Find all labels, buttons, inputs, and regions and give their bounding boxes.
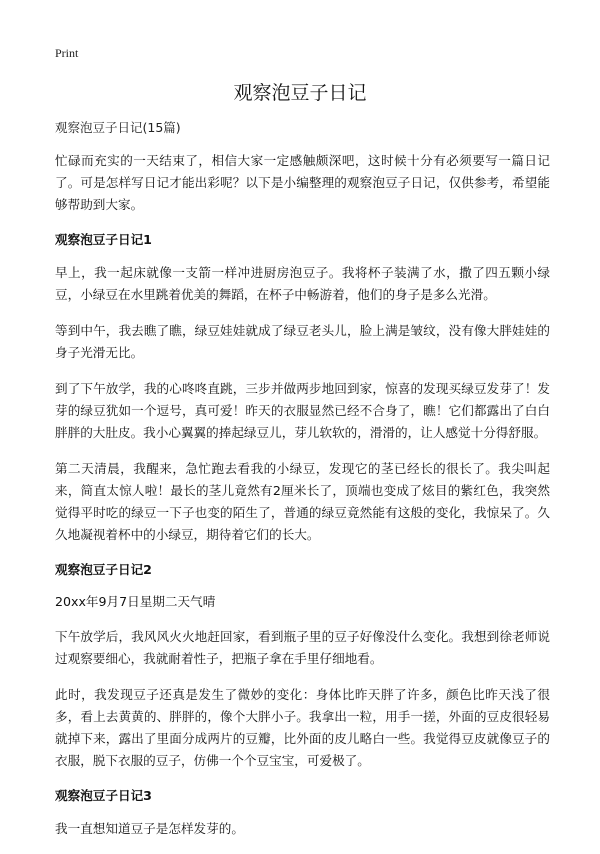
intro-paragraph: 忙碌而充实的一天结束了，相信大家一定感触颇深吧，这时候十分有必须要写一篇日记了。可是怎样写日记才能出彩呢？以下是小编整理的观察泡豆子日记，仅供参考，希望能够帮助到大家。 [55, 153, 550, 212]
page-title: 观察泡豆子日记 [233, 82, 367, 104]
paragraph: 到了下午放学，我的心咚咚直跳，三步并做两步地回到家，惊喜的发现买绿豆发芽了！发芽的绿豆犹如一个逗号，真可爱！昨天的衣服显然已经不合身了，瞧！它们都露出了白白胖胖的大肚皮。我小心翼翼的捧起绿豆儿，芽儿软软的，滑滑的，让人感觉十分得舒服。 [55, 381, 550, 440]
paragraph: 第二天清晨，我醒来，急忙跑去看我的小绿豆，发现它的茎已经长的很长了。我尖叫起来，简直太惊人啦！最长的茎儿竟然有2厘米长了，顶端也变成了炫目的紫红色，我突然觉得平时吃的绿豆一下子也变的陌生了，普通的绿豆竟然能有这般的变化，我惊呆了。久久地凝视着杯中的小绿豆，期待着它们的长大。 [55, 461, 550, 542]
paragraph: 我一直想知道豆子是怎样发芽的。 [55, 821, 244, 836]
paragraph: 此时，我发现豆子还真是发生了微妙的变化：身体比昨天胖了许多，颜色比昨天浅了很多，看上去黄黄的、胖胖的，像个大胖小子。我拿出一粒，用手一搓，外面的豆皮很轻易就掉下来，露出了里面分成两片的豆瓣，比外面的皮儿略白一些。我觉得豆皮就像豆子的衣服，脱下衣服的豆子，仿佛一个个豆宝宝，可爱极了。 [55, 687, 550, 768]
section-heading-2: 观察泡豆子日记2 [55, 562, 152, 577]
paragraph: 等到中午，我去瞧了瞧，绿豆娃娃就成了绿豆老头儿，脸上满是皱纹，没有像大胖娃娃的身子光滑无比。 [55, 323, 550, 360]
article-subtitle: 观察泡豆子日记(15篇) [55, 120, 181, 135]
paragraph: 早上，我一起床就像一支箭一样冲进厨房泡豆子。我将杯子装满了水，撒了四五颗小绿豆，小绿豆在水里跳着优美的舞蹈，在杯子中畅游着，他们的身子是多么光滑。 [55, 265, 550, 302]
paragraph: 下午放学后，我风风火火地赶回家，看到瓶子里的豆子好像没什么变化。我想到徐老师说过观察要细心，我就耐着性子，把瓶子拿在手里仔细地看。 [55, 629, 550, 666]
diary-date: 20xx年9月7日星期二天气晴 [55, 594, 216, 609]
section-heading-1: 观察泡豆子日记1 [55, 232, 152, 247]
print-link[interactable]: Print [55, 46, 79, 60]
article-body [55, 119, 550, 854]
section-heading-3: 观察泡豆子日记3 [55, 788, 152, 803]
